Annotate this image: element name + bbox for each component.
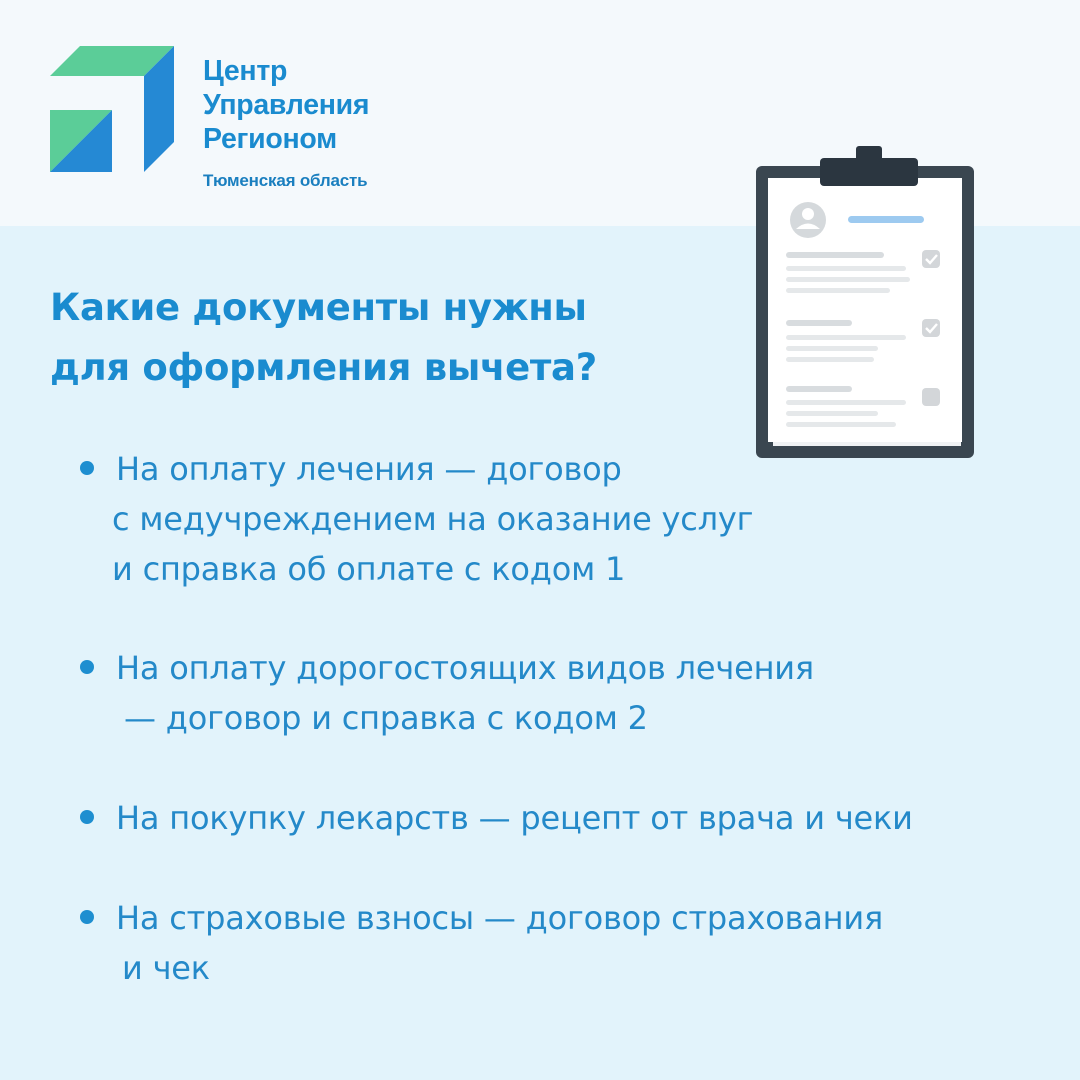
- list-item-line: На покупку лекарств — рецепт от врача и чеки: [116, 799, 913, 837]
- logo-line-1: Центр: [203, 55, 288, 87]
- logo-line-3: Регионом: [203, 123, 337, 155]
- list-item-line: На оплату дорогостоящих видов лечения: [116, 649, 814, 687]
- logo-region: Тюменская область: [203, 171, 368, 190]
- logo-wordmark: [203, 54, 369, 191]
- logo-line-2: Управления: [203, 89, 370, 121]
- list-item-line: — договор и справка с кодом 2: [124, 699, 648, 737]
- clipboard-checklist-icon: [756, 146, 974, 458]
- title-line-2: для оформления вычета?: [50, 346, 597, 389]
- list-item-line: и справка об оплате с кодом 1: [112, 550, 626, 588]
- list-item-line: На страховые взносы — договор страхования: [116, 899, 884, 937]
- bullet-icon: [80, 660, 94, 674]
- list-item-line: и чек: [122, 949, 210, 987]
- bullet-icon: [80, 461, 94, 475]
- logo-mark-icon: [50, 46, 174, 172]
- list-item-line: с медучреждением на оказание услуг: [112, 500, 754, 538]
- bullet-icon: [80, 810, 94, 824]
- bullet-icon: [80, 910, 94, 924]
- page-title: [50, 278, 730, 398]
- title-line-1: Какие документы нужны: [50, 286, 587, 329]
- list-item-line: На оплату лечения — договор: [116, 450, 622, 488]
